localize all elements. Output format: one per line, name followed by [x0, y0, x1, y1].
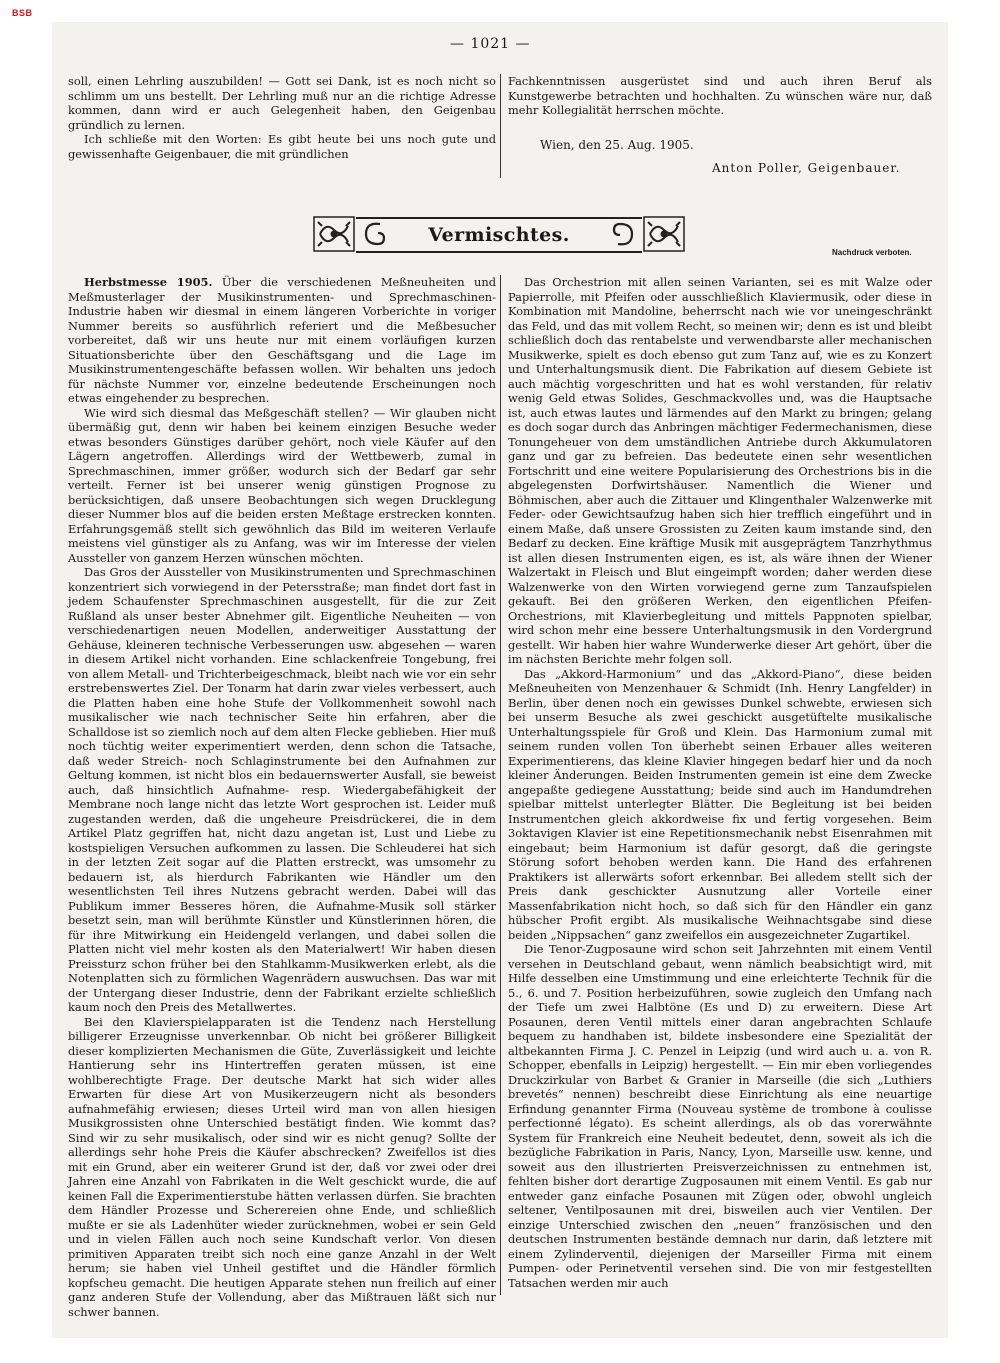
ornament-right-icon	[642, 214, 686, 254]
left-column	[68, 275, 497, 1319]
top-left-paragraph: Ich schließe mit den Worten: Es gibt heute bei uns noch gute und gewissenhafte Geigenbauer, die mit gründlichen	[68, 132, 496, 161]
top-left-column	[68, 74, 496, 178]
top-left-paragraph: soll, einen Lehrling auszubilden! — Gott sei Dank, ist es noch nicht so schlimm um uns bestellt. Der Lehrling muß nur an die richtige Adresse kommen, dann wird er auch Gelegenheit haben, den Geigenbau gründlich zu lernen.	[68, 74, 496, 132]
article-paragraph: Wie wird sich diesmal das Meßgeschäft stellen? — Wir glauben nicht übermäßig gut, denn wir haben bei keinem einzigen Besuche weder etwas besonders Günstiges darüber gehört, noch viele Käufer auf den Lägern angetroffen. Allerdings wird der Wettbewerb, zumal in Sprechmaschinen, immer größer, wodurch sich der Bedarf gar sehr verteilt. Ferner ist bei unserer wenig günstigen Prognose zu berücksichtigen, daß unsere Beobachtungen sich wegen Drucklegung dieser Nummer blos auf die beiden ersten Meßtage erstrecken konnten. Erfahrungsgemäß stellt sich gewöhnlich das Bild im weiteren Verlaufe meistens viel günstiger als zu Anfang, was wir im Interesse der vielen Aussteller von ganzem Herzen wünschen möchten.	[68, 405, 496, 565]
top-right-column	[508, 74, 932, 134]
article-paragraph: Das Gros der Aussteller von Musikinstrumenten und Sprechmaschinen konzentriert sich vorwiegend in der Petersstraße; man findet dort fast in jedem Schaufenster Sprechmaschinen ausgestellt, für die zur Zeit Rußland als unser bester Abnehmer gilt. Eigentliche Neuheiten — von verschiedenartigen neuen Modellen, anderweitiger Ausstattung der Gehäuse, kleineren technische Verbesserungen usw. abgesehen — waren in diesem Artikel nicht vorhanden. Eine schlackenfreie Tongebung, frei von allem Metall- und Trichterbeigeschmack, bleibt nach wie vor ein sehr erstrebenswertes Ziel. Der Tonarm hat darin zwar vieles verbessert, auch die Platten haben eine hohe Stufe der Vollkommenheit sowohl nach musikalischer wie nach technischer Seite hin erfahren, aber die Schalldose ist so ziemlich noch auf dem alten Flecke geblieben. Hier muß noch tüchtig weiter experimentiert werden, denn schon die Tatsache, daß weder Streich- noch Schlaginstrumente bei den Aufnahmen zur Geltung kommen, ist nicht blos ein bedauernswerter Ausfall, sie beweist auch, daß hinsichtlich Aufnahme- resp. Wiedergabefähigkeit der Membrane noch lange nicht das letzte Wort gesprochen ist. Leider muß zugestanden werden, daß die ungeheure Preisdrückerei, die in dem Artikel Platz gegriffen hat, nicht dazu angetan ist, Lust und Liebe zu kostspieligen Versuchen aufkommen zu lassen. Die Schleuderei hat sich in der letzten Zeit sogar auf die Platten erstreckt, was umsomehr zu bedauern ist, als hierdurch Fabrikanten wie Händler um den wesentlichsten Teil ihres Nutzens gebracht werden. Dabei will das Publikum immer Besseres hören, die Aufnahme-Musik soll stärker besetzt sein, man will berühmte Künstler und Künstlerinnen hören, die für ihre Mitwirkung ein Heidengeld verlangen, und dabei sollen die Platten nicht viel mehr kosten als den Materialwert! Wir haben diesen Preissturz schon früher bei den Stahlkamm-Musikwerken erlebt, als die Notenplatten sich zu förmlichen Wagenrädern auswuchsen. Das war mit der Untergang dieser Industrie, denn der Fabrikant erzielte schließlich kaum noch den Preis des Metallwertes.	[68, 565, 496, 1014]
article-text: Über die verschiedenen Meßneuheiten und Meßmusterlager der Musikinstrumenten- und Sprechmaschinen-Industrie haben wir diesmal in einem längeren Vorberichte in voriger Nummer bereits so ausführlich referiert und die Meßbesucher vorbereitet, daß wir uns heute nur mit einem vorläufigen kurzen Situationsberichte über den Geschäftsgang und die Lage im Musikinstrumentengeschäfte befassen wollen. Wir behalten uns jedoch für nächste Nummer vor, einzelne bedeutende Erscheinungen noch etwas eingehender zu besprechen.	[68, 275, 497, 405]
article-paragraph	[68, 275, 496, 406]
article-paragraph: Das Orchestrion mit allen seinen Varianten, sei es mit Walze oder Papierrolle, mit Pfeifen oder ausschließlich Klaviermusik, oder diese in Kombination mit Mandoline, beherrscht nach wie vor uneingeschränkt das Feld, und das mit vollem Recht, so meinen wir; denn es ist und bleibt schließlich doch das rentabelste und verwendbarste aller mechanischen Musikwerke, spielt es doch ebenso gut zum Tanz auf, wie es zu Konzert und Unterhaltungsmusik dient. Die Fabrikation auf diesem Gebiete ist auch mächtig vorgeschritten und hat es wohl verstanden, für relativ wenig Geld etwas Solides, Geschmackvolles und, was die Hauptsache ist, auch etwas lautes und lärmendes auf den Markt zu bringen; gelang es doch sogar durch das Anbringen mächtiger Federmechanismen, diese Tonungeheuer von dem umständlichen Antriebe durch Akkumulatoren ganz und gar zu befreien. Das bedeutete einen sehr wesentlichen Fortschritt und eine weitere Popularisierung des Orchestrions bis in die abgelegensten Dorfwirtshäuser. Namentlich die Wiener und Böhmischen, aber auch die Zittauer und Klingenthaler Walzenwerke mit Feder- oder Gewichtsaufzug haben sich hier trefflich eingeführt und in einem Maße, daß unsere Grossisten zu Zeiten kaum imstande sind, den Bedarf zu decken. Eine kräftige Musik mit ausgeprägtem Tanzrhythmus ist allen diesen Instrumenten eigen, es ist, als wäre ihnen der Wiener Walzertakt in Fleisch und Blut eingeimpft worden; daher werden diese Walzenwerke von den Wirten vorwiegend gerne zum Tanzaufspielen gekauft. Bei den größeren Werken, den eigentlichen Pfeifen-Orchestrions, mit Klavierbegleitung und mittels Pappnoten spielbar, wird schon mehr eine bessere Unterhaltungsmusik in den Vordergrund gestellt. Wir haben hier wahre Wunderwerke dieser Art gehört, über die im nächsten Berichte mehr folgen soll.	[508, 275, 932, 666]
top-right-paragraph: Fachkenntnissen ausgerüstet sind und auch ihren Beruf als Kunstgewerbe betrachten und hochhalten. Zu wünschen wäre nur, daß mehr Kollegialität herrschen möchte.	[508, 74, 932, 117]
article-paragraph: Die Tenor-Zugposaune wird schon seit Jahrzehnten mit einem Ventil versehen in Deutschland gebaut, wenn nämlich beabsichtigt wird, mit Hilfe desselben eine Umstimmung und eine erleichterte Technik für die 5., 6. und 7. Position herbeizuführen, sowie zugleich den Umfang nach der Tiefe um zwei Halbtöne (Es und D) zu erweitern. Diese Art Posaunen, deren Ventil mittels einer daran angebrachten Schlaufe bequem zu handhaben ist, bildete insbesondere eine Spezialität der altbekannten Firma J. C. Penzel in Leipzig (und wird auch u. a. von R. Schopper, ebenfalls in Leipzig) hergestellt. — Ein mir eben vorliegendes Druckzirkular von Barbet & Granier in Marseille (die sich „Luthiers brevetés“ nennen) beschreibt diese Einrichtung als eine neuartige Erfindung genannter Firma (Nouveau système de trombone à coulisse perfectionné légato). Es scheint allerdings, als ob das vorerwähnte System für Frankreich eine Neuheit bedeutet, denn, soweit als ich die bezügliche Fabrikation in Paris, Nancy, Lyon, Marseille usw. kenne, und soweit aus den illustrierten Preisverzeichnissen zu entnehmen ist, fehlten bisher dort derartige Zugposaunen mit einem Ventil. Es gab nur entweder ganz einfache Posaunen mit Zügen oder, obwohl ungleich seltener, Ventilposaunen mit drei, bisweilen auch vier Ventilen. Der einzige Unterschied zwischen den „neuen“ französischen und den deutschen Instrumenten bestände demnach nur darin, daß letztere mit einem Zylinderventil, diejenigen der Marseiller Firma mit einem Pumpen- oder Perinetventil versehen sind. Die von mir festgestellten Tatsachen werden mir auch	[508, 942, 932, 1290]
page-number: — 1021 —	[450, 36, 531, 52]
scroll-right-icon	[612, 220, 638, 248]
column-divider	[500, 275, 501, 1295]
section-banner	[312, 211, 686, 257]
article-paragraph: Das „Akkord-Harmonium“ und das „Akkord-Piano“, diese beiden Meßneuheiten von Menzenhauer & Schmidt (Inh. Henry Langfelder) in Berlin, über denen noch ein gewisses Dunkel schwebte, erwiesen sich bei unserm Besuche als zwei geschickt ausgetüftelte musikalische Unterhaltungsspiele für Groß und Klein. Das Harmonium zumal mit seinem runden vollen Ton überhebt seinen Erbauer alles weiteren Experimentierens, das kleine Klavier hingegen bedarf hier und da noch kleiner Änderungen. Beiden Instrumenten gemein ist eine dem Zwecke angepaßte gediegene Ausstattung; beide sind auch im Handumdrehen spielbar mittelst unterlegter Blätter. Die Begleitung ist bei beiden Instrumentchen gleich akkordweise fix und fertig vorgesehen. Beim 3oktavigen Klavier ist eine Repetitionsmechanik nebst Eisenrahmen mit eingebaut; beim Harmonium ist dafür gesorgt, daß die geringste Störung sofort behoben werden kann. Die Hand des erfahrenen Praktikers ist allerwärts sofort erkennbar. Bei alledem stellt sich der Preis dank geschickter Ausnutzung aller Vorteile einer Massenfabrikation nicht hoch, so daß sich für den Händler ein ganz hübscher Profit ergibt. Als musikalische Weihnachtsgabe sind diese beiden „Nippsachen“ ganz zweifellos ein ausgezeichneter Zugartikel.	[508, 666, 932, 942]
reprint-notice: Nachdruck verboten.	[832, 248, 912, 257]
author-signature: Anton Poller, Geigenbauer.	[712, 161, 901, 175]
column-divider	[500, 74, 501, 178]
article-heading: Herbstmesse 1905.	[84, 275, 213, 289]
dateline: Wien, den 25. Aug. 1905.	[540, 138, 694, 152]
right-column	[508, 275, 932, 1295]
section-title: Vermischtes.	[428, 224, 570, 246]
library-watermark: BSB	[12, 8, 33, 18]
article-paragraph: Bei den Klavierspielapparaten ist die Tendenz nach Herstellung billigerer Erzeugnisse unverkennbar. Ob nicht bei größerer Billigkeit dieser komplizierten Mechanismen die Güte, Zuverlässigkeit und leichte Hantierung sehr ins Hintertreffen geraten müssen, ist eine wohlberechtigte Frage. Der deutsche Markt hat sich wider alles Erwarten für diese Art von Musikerzeugern nicht als besonders aufnahmefähig erwiesen; dieses Urteil wird man von allen hiesigen Musikgrossisten ohne Unterschied bestätigt finden. Wie kommt das? Sind wir zu sehr musikalisch, oder sind wir es nicht genug? Sollte der allerdings sehr hohe Preis die Käufer abschrecken? Zweifellos ist dies mit ein Grund, aber ein weiterer Grund ist der, daß vor zwei oder drei Jahren eine Anzahl von Fabrikaten in die Welt geschickt wurde, die auf keinen Fall die Experimentierstube hätten verlassen dürfen. Sie brachten dem Händler Prozesse und Scherereien ohne Ende, und schließlich mußte er sie als Ladenhüter wieder zurücknehmen, wobei er sein Geld und in vielen Fällen auch noch seine Kundschaft verlor. Von diesen primitiven Apparaten treibt sich noch eine ganze Anzahl in der Welt herum; sie haben viel Unheil gestiftet und die Händler förmlich kopfscheu gemacht. Die heutigen Apparate stehen nun freilich auf einer ganz anderen Stufe der Vollendung, aber das Mißtrauen läßt sich nur schwer bannen.	[68, 1014, 496, 1319]
